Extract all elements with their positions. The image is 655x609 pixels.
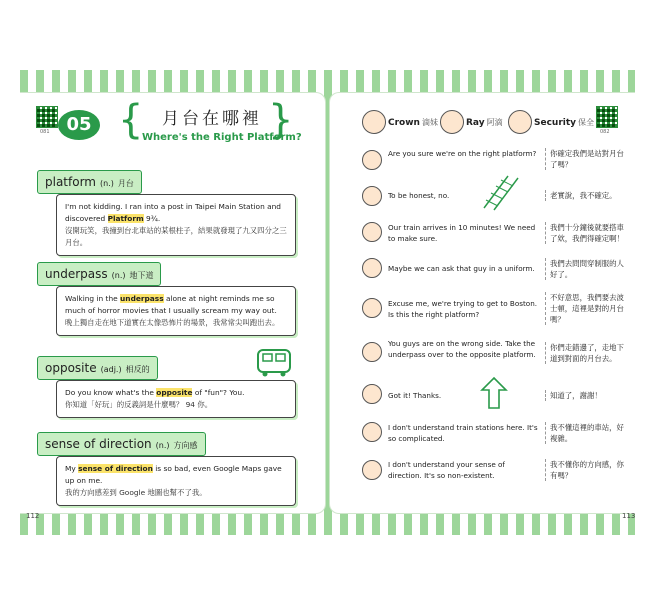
vocab-pos: (n.) <box>100 179 114 188</box>
vocab-tag-underpass <box>37 262 161 286</box>
right-brace-icon: } <box>268 97 294 143</box>
character-name-security: Security 保全 <box>534 118 595 128</box>
vocab-word: opposite <box>45 361 97 375</box>
dialogue-zh: 我不懂你的方向感，你有嗎？ <box>545 459 630 481</box>
dialogue-zh: 我們去問問穿制服的人好了。 <box>545 258 630 280</box>
example-en: I'm not kidding. I ran into a post in Taipei Main Station and discovered Platform 9¾. <box>65 202 282 223</box>
qr-code-icon[interactable] <box>36 106 58 128</box>
ray-avatar <box>440 110 464 134</box>
example-zh: 沒開玩笑，我撞到台北車站的某根柱子，結果就發現了九又四分之三月台。 <box>65 226 287 247</box>
security-avatar <box>508 110 532 134</box>
lesson-number-badge: 05 <box>58 110 100 140</box>
example-en: Do you know what's the opposite of "fun"? You. <box>65 388 245 397</box>
example-card <box>56 456 296 506</box>
dialogue-en: You guys are on the wrong side. Take the underpass over to the opposite platform. <box>388 339 536 359</box>
arrow-up-icon <box>480 376 508 410</box>
example-card <box>56 380 296 418</box>
speaker-avatar <box>362 150 382 170</box>
dialogue-en: Got it! Thanks. <box>388 391 442 400</box>
dialogue-en: I don't understand your sense of direction. It's so non-existent. <box>388 460 505 480</box>
example-card <box>56 286 296 336</box>
vocab-word: platform <box>45 175 96 189</box>
left-brace-icon: { <box>118 97 144 143</box>
qr-number: 081 <box>40 129 50 135</box>
speaker-avatar <box>362 298 382 318</box>
dialogue-en: Our train arrives in 10 minutes! We need to make sure. <box>388 223 536 243</box>
character-name-ray: Ray 阿滴 <box>466 118 503 128</box>
highlighted-word: sense of direction <box>78 464 153 473</box>
example-zh: 我的方向感差到 Google 地圖也幫不了我。 <box>65 488 207 497</box>
dialogue-zh: 我們十分鐘後就要搭車了欸，我們得確定啊！ <box>545 222 630 244</box>
vocab-meaning: 方向感 <box>173 441 198 450</box>
dialogue-zh: 你們走錯邊了，走地下道到對面的月台去。 <box>545 342 630 364</box>
dialogue-en: Maybe we can ask that guy in a uniform. <box>388 264 535 273</box>
character-name-crown: Crown 滴妹 <box>388 118 438 128</box>
dialogue-en: Excuse me, we're trying to get to Boston. Is this the right platform? <box>388 299 538 319</box>
speaker-avatar <box>362 460 382 480</box>
speaker-avatar <box>362 186 382 206</box>
qr-number: 082 <box>600 129 610 135</box>
dialogue-en: Are you sure we're on the right platform? <box>388 149 537 158</box>
dialogue-zh: 你確定我們是站對月台了嗎？ <box>545 148 630 170</box>
highlighted-word: opposite <box>156 388 193 397</box>
example-zh: 你知道「好玩」的反義詞是什麼嗎？ 94 你。 <box>65 400 213 409</box>
vocab-meaning: 月台 <box>117 179 134 188</box>
vocab-meaning: 地下道 <box>129 271 154 280</box>
highlighted-word: underpass <box>120 294 164 303</box>
crown-avatar <box>362 110 386 134</box>
dialogue-zh: 老實說，我不確定。 <box>545 190 630 201</box>
dialogue-en: To be honest, no. <box>388 191 450 200</box>
vocab-tag-opposite <box>37 356 158 380</box>
speaker-avatar <box>362 422 382 442</box>
example-zh: 晚上獨自走在地下道實在太像恐怖片的場景，我常常尖叫跑出去。 <box>65 318 280 327</box>
train-track-icon <box>478 172 524 212</box>
vocab-word: underpass <box>45 267 108 281</box>
page-number-left: 112 <box>26 512 40 520</box>
speaker-avatar <box>362 342 382 362</box>
dialogue-en: I don't understand train stations here. It's so complicated. <box>388 423 538 443</box>
vocab-word: sense of direction <box>45 437 152 451</box>
dialogue-zh: 不好意思，我們要去波士頓，這裡是對的月台嗎？ <box>545 292 630 325</box>
vocab-pos: (n.) <box>111 271 126 280</box>
highlighted-word: Platform <box>107 214 144 223</box>
speaker-avatar <box>362 384 382 404</box>
vocab-pos: (n.) <box>155 441 170 450</box>
vocab-tag-platform <box>37 170 142 194</box>
vocab-tag-sense-of-direction <box>37 432 206 456</box>
vocab-pos: (adj.) <box>100 365 122 374</box>
speaker-avatar <box>362 258 382 278</box>
train-icon <box>254 344 294 380</box>
vocab-meaning: 相反的 <box>125 365 150 374</box>
dialogue-zh: 知道了，謝謝！ <box>545 390 630 401</box>
lesson-title-en: Where's the Right Platform? <box>142 132 302 143</box>
example-en: Walking in the underpass alone at night reminds me so much of horror movies that I usually scream my way out. <box>65 294 277 315</box>
lesson-title-zh: 月台在哪裡 <box>162 109 262 129</box>
qr-code-icon[interactable] <box>596 106 618 128</box>
example-card <box>56 194 296 256</box>
page-number-right: 113 <box>622 512 636 520</box>
speaker-avatar <box>362 222 382 242</box>
dialogue-zh: 我不懂這裡的車站，好複雜。 <box>545 422 630 444</box>
example-en: My sense of direction is so bad, even Google Maps gave up on me. <box>65 464 282 485</box>
